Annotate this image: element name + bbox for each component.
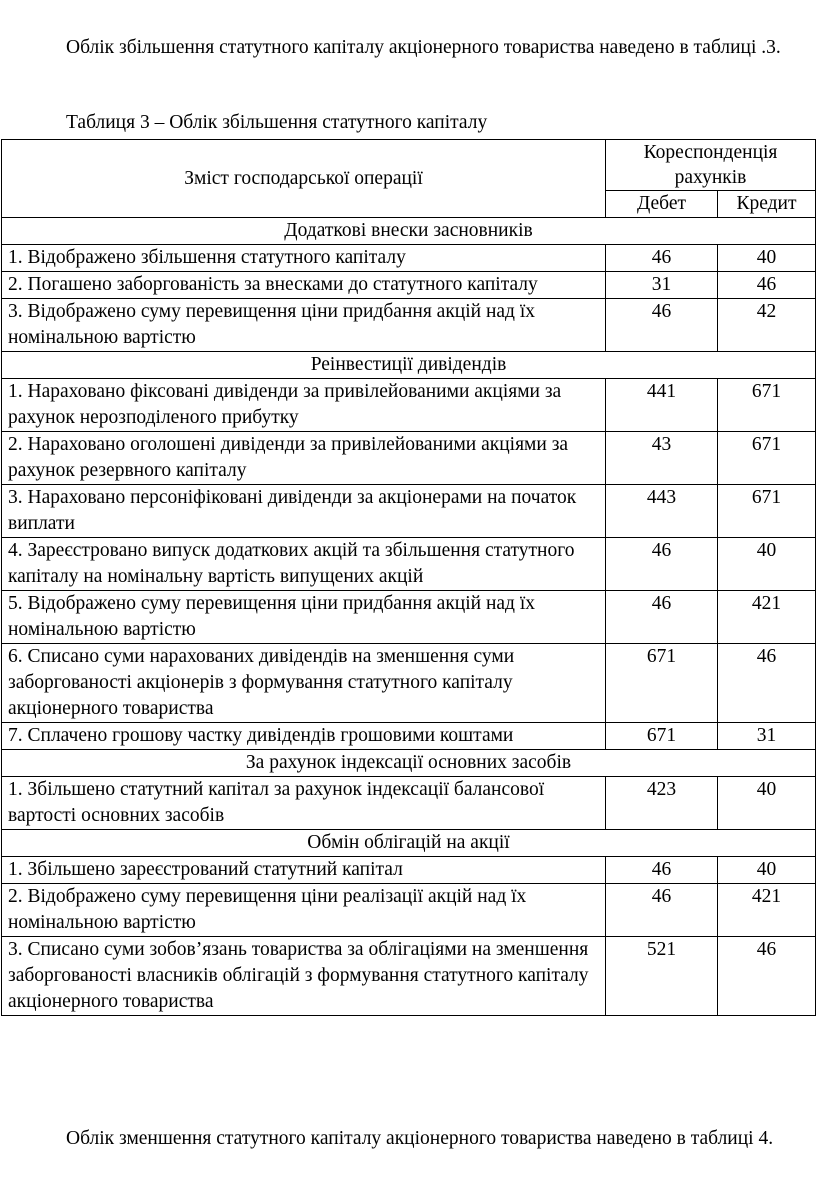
debit-account: 46: [606, 299, 718, 352]
credit-account: 671: [718, 485, 816, 538]
section-title: За рахунок індексації основних засобів: [2, 750, 816, 777]
section-row: [2, 218, 816, 245]
header-content: Зміст господарської операції: [2, 140, 606, 218]
table-row: [2, 538, 816, 591]
debit-account: 46: [606, 591, 718, 644]
table-row: [2, 857, 816, 884]
debit-account: 46: [606, 857, 718, 884]
table-row: [2, 245, 816, 272]
debit-account: 521: [606, 937, 718, 1016]
intro-paragraph: Облік збільшення статутного капіталу акціонерного товариства наведено в таблиці .3.: [66, 37, 781, 58]
section-title: Реінвестиції дивідендів: [2, 352, 816, 379]
credit-account: 31: [718, 723, 816, 750]
debit-account: 31: [606, 272, 718, 299]
debit-account: 671: [606, 644, 718, 723]
table-row: [2, 485, 816, 538]
section-title: Обмін облігацій на акції: [2, 830, 816, 857]
debit-account: 441: [606, 379, 718, 432]
credit-account: 421: [718, 884, 816, 937]
header-credit: Кредит: [718, 191, 816, 218]
header-debit: Дебет: [606, 191, 718, 218]
operation-text: 7. Сплачено грошову частку дивідендів грошовими коштами: [2, 723, 606, 750]
operation-text: 1. Нараховано фіксовані дивіденди за привілейованими акціями за рахунок нерозподіленого прибутку: [2, 379, 606, 432]
table-row: [2, 379, 816, 432]
credit-account: 46: [718, 644, 816, 723]
operations-table: [1, 139, 816, 1016]
credit-account: 671: [718, 379, 816, 432]
debit-account: 443: [606, 485, 718, 538]
operation-text: 3. Списано суми зобов’язань товариства за облігаціями на зменшення заборгованості власників облігацій з формування статутного капіталу акціонерного товариства: [2, 937, 606, 1016]
credit-account: 46: [718, 937, 816, 1016]
operation-text: 3. Нараховано персоніфіковані дивіденди за акціонерами на початок виплати: [2, 485, 606, 538]
credit-account: 421: [718, 591, 816, 644]
operation-text: 2. Погашено заборгованість за внесками до статутного капіталу: [2, 272, 606, 299]
table-body: [2, 218, 816, 1016]
table-row: [2, 884, 816, 937]
credit-account: 40: [718, 245, 816, 272]
credit-account: 40: [718, 538, 816, 591]
table-row: [2, 777, 816, 830]
operation-text: 2. Нараховано оголошені дивіденди за привілейованими акціями за рахунок резервного капіталу: [2, 432, 606, 485]
section-title: Додаткові внески засновників: [2, 218, 816, 245]
table-row: [2, 299, 816, 352]
outro-paragraph: Облік зменшення статутного капіталу акціонерного товариства наведено в таблиці 4.: [66, 1128, 774, 1149]
credit-account: 40: [718, 857, 816, 884]
table-row: [2, 432, 816, 485]
operation-text: 4. Зареєстровано випуск додаткових акцій та збільшення статутного капіталу на номінальну вартість випущених акцій: [2, 538, 606, 591]
operation-text: 5. Відображено суму перевищення ціни придбання акцій над їх номінальною вартістю: [2, 591, 606, 644]
section-row: [2, 352, 816, 379]
debit-account: 671: [606, 723, 718, 750]
operation-text: 3. Відображено суму перевищення ціни придбання акцій над їх номінальною вартістю: [2, 299, 606, 352]
section-row: [2, 830, 816, 857]
debit-account: 43: [606, 432, 718, 485]
operation-text: 1. Збільшено зареєстрований статутний капітал: [2, 857, 606, 884]
table-row: [2, 591, 816, 644]
table-row: [2, 644, 816, 723]
operation-text: 6. Списано суми нарахованих дивідендів на зменшення суми заборгованості акціонерів з формування статутного капіталу акціонерного товариства: [2, 644, 606, 723]
debit-account: 423: [606, 777, 718, 830]
operation-text: 1. Відображено збільшення статутного капіталу: [2, 245, 606, 272]
debit-account: 46: [606, 245, 718, 272]
table-row: [2, 272, 816, 299]
credit-account: 40: [718, 777, 816, 830]
operation-text: 2. Відображено суму перевищення ціни реалізації акцій над їх номінальною вартістю: [2, 884, 606, 937]
credit-account: 46: [718, 272, 816, 299]
table-row: [2, 937, 816, 1016]
table-row: [2, 723, 816, 750]
credit-account: 671: [718, 432, 816, 485]
header-correspondence: Кореспонденція рахунків: [606, 140, 816, 191]
credit-account: 42: [718, 299, 816, 352]
debit-account: 46: [606, 884, 718, 937]
section-row: [2, 750, 816, 777]
operation-text: 1. Збільшено статутний капітал за рахунок індексації балансової вартості основних засобів: [2, 777, 606, 830]
debit-account: 46: [606, 538, 718, 591]
table-caption: Таблиця 3 – Облік збільшення статутного капіталу: [66, 112, 488, 133]
